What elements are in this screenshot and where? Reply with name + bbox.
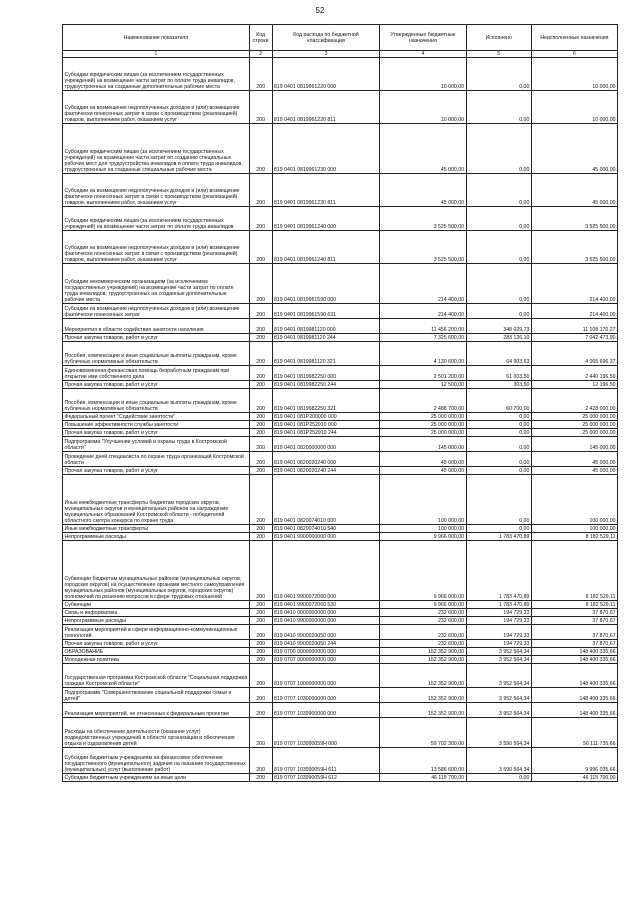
table-row [63,334,618,342]
row-executed: 3 952 564,34 [466,648,531,656]
row-kbk: 819 0707 103990059Н 612 [272,774,380,782]
row-code: 200 [249,429,272,437]
header-executed: Исполнено [466,25,531,51]
row-name: Субсидии на возмещение недополученных доходов и (или) возмещение фактически понесенных затрат в связи с производством (реализацией) товаров, выполнением работ, оказанием услуг [63,174,250,207]
row-executed: 0,00 [466,421,531,429]
row-executed: 194 729,33 [466,609,531,617]
table-row [63,467,618,475]
row-approved: 232 600,00 [380,617,466,625]
table-row [63,452,618,467]
row-code: 200 [249,601,272,609]
row-approved: 7 325 600,00 [380,334,466,342]
table-row [63,207,618,231]
row-executed: 0,00 [466,207,531,231]
row-code: 200 [249,58,272,91]
row-approved: 25 000 000,00 [380,429,466,437]
header-code: Код строки [249,25,272,51]
row-code: 200 [249,334,272,342]
row-executed: 1 783 470,89 [466,601,531,609]
table-row [63,413,618,421]
row-code: 200 [249,231,272,264]
row-code: 200 [249,304,272,319]
row-code: 200 [249,541,272,601]
row-code: 200 [249,648,272,656]
row-executed: 1 783 470,89 [466,541,531,601]
row-kbk: 819 0401 0819982250 321 [272,389,380,413]
column-number: 6 [531,51,617,58]
row-name: Субвенции [63,601,250,609]
row-code: 200 [249,656,272,664]
row-approved: 46 115 700,00 [380,774,466,782]
column-number-row [63,51,618,58]
table-row [63,640,618,648]
row-approved: 12 500,00 [380,381,466,389]
row-executed: 61 003,50 [466,366,531,381]
row-kbk: 819 0401 0819982250 244 [272,381,380,389]
table-row [63,381,618,389]
row-remaining: 2 440 196,50 [531,366,617,381]
row-name: Прочая закупка товаров, работ и услуг [63,334,250,342]
row-name: Прочая закупка товаров, работ и услуг [63,429,250,437]
row-remaining: 214 400,00 [531,264,617,304]
column-number: 3 [272,51,380,58]
row-name: Субсидии бюджетным учреждениям на финансовое обеспечение государственного (муниципального) задания на оказание государственных (муниципальных) услуг (выполнение работ) [63,748,250,774]
row-name: Субсидии на возмещение недополученных доходов и (или) возмещение фактически понесенных затрат в связи с производством (реализацией) товаров, выполнением работ, оказанием услуг [63,91,250,124]
row-name: Прочая закупка товаров, работ и услуг [63,467,250,475]
row-executed: 3 590 564,34 [466,718,531,748]
row-remaining: 45 000,00 [531,452,617,467]
row-code: 200 [249,703,272,718]
table-row [63,264,618,304]
row-approved: 10 000,00 [380,58,466,91]
column-number: 5 [466,51,531,58]
table-row [63,366,618,381]
row-approved: 10 000,00 [380,91,466,124]
row-name: Прочая закупка товаров, работ и услуг [63,640,250,648]
row-approved: 2 501 200,00 [380,366,466,381]
row-code: 200 [249,609,272,617]
row-remaining: 37 870,67 [531,625,617,640]
row-approved: 25 000 000,00 [380,421,466,429]
row-remaining: 56 111 735,66 [531,718,617,748]
header-name: Наименование показателя [63,25,250,51]
column-number: 2 [249,51,272,58]
row-kbk: 819 0401 0820000000 000 [272,437,380,452]
row-remaining: 4 065 696,37 [531,342,617,366]
row-approved: 152 352 900,00 [380,664,466,688]
row-kbk: 819 0401 9900000000 000 [272,533,380,541]
row-kbk: 819 0401 0819961590 631 [272,304,380,319]
row-executed: 0,00 [466,475,531,525]
row-name: Расходы на обеспечение деятельности (оказание услуг) подведомственных учреждений в области организации и обеспечения отдыха и оздоровления детей [63,718,250,748]
row-code: 200 [249,413,272,421]
table-row [63,533,618,541]
row-approved: 11 456 200,00 [380,319,466,334]
table-row [63,342,618,366]
row-approved: 3 525 500,00 [380,231,466,264]
row-executed: 60 700,00 [466,389,531,413]
row-executed: 0,00 [466,58,531,91]
row-approved: 59 702 300,00 [380,718,466,748]
row-remaining: 3 525 500,00 [531,231,617,264]
row-approved: 152 352 900,00 [380,656,466,664]
row-approved: 214 400,00 [380,304,466,319]
table-row [63,58,618,91]
row-name: Связь и информатика [63,609,250,617]
row-remaining: 148 400 335,66 [531,703,617,718]
table-row [63,718,618,748]
row-approved: 152 352 900,00 [380,703,466,718]
row-approved: 232 600,00 [380,625,466,640]
row-kbk: 819 0410 9900020050 244 [272,640,380,648]
row-executed: 303,50 [466,381,531,389]
row-code: 200 [249,124,272,174]
row-remaining: 37 870,67 [531,609,617,617]
row-executed: 3 952 564,34 [466,703,531,718]
row-remaining: 100 000,00 [531,525,617,533]
table-row [63,617,618,625]
table-row [63,748,618,774]
row-remaining: 8 182 529,11 [531,533,617,541]
row-remaining: 148 400 335,66 [531,656,617,664]
row-remaining: 25 000 000,00 [531,421,617,429]
row-name: Непрограммные расходы [63,533,250,541]
row-code: 200 [249,467,272,475]
row-remaining: 7 042 473,90 [531,334,617,342]
row-name: Субсидии некоммерческим организациям (за исключением государственных учреждений) на возмещение части затрат по оплате труда инвалидов, трудоустроенных на созданные дополнительные рабочие места [63,264,250,304]
row-approved: 214 400,00 [380,264,466,304]
row-kbk: 819 0707 1039900000 000 [272,703,380,718]
row-remaining: 37 870,67 [531,640,617,648]
table-body [63,58,618,782]
row-kbk: 819 0401 081P252910 244 [272,429,380,437]
row-kbk: 819 0401 0819961220 000 [272,58,380,91]
row-approved: 152 352 900,00 [380,648,466,656]
table-row [63,429,618,437]
row-kbk: 819 0401 0819981120 321 [272,342,380,366]
table-row [63,91,618,124]
page-number: 52 [315,6,325,15]
row-executed: 194 729,33 [466,640,531,648]
row-executed: 1 783 470,89 [466,533,531,541]
row-remaining: 148 400 335,66 [531,688,617,703]
row-executed: 0,00 [466,525,531,533]
row-code: 200 [249,207,272,231]
table-header-row [63,25,618,51]
row-remaining: 12 196,50 [531,381,617,389]
row-executed: 194 729,33 [466,617,531,625]
header-kbk: Код расхода по бюджетной классификации [272,25,380,51]
row-approved: 45 000,00 [380,124,466,174]
header-remaining: Неисполненные назначения [531,25,617,51]
row-code: 200 [249,748,272,774]
row-code: 200 [249,319,272,334]
row-executed: 64 903,63 [466,342,531,366]
row-name: Федеральный проект "Содействие занятости" [63,413,250,421]
row-name: Субсидии бюджетным учреждениям на иные цели [63,774,250,782]
row-code: 200 [249,625,272,640]
table-row [63,475,618,525]
row-name: Субсидии на возмещение недополученных доходов и (или) возмещение фактически понесенных затрат [63,304,250,319]
row-executed: 194 729,33 [466,625,531,640]
row-code: 200 [249,533,272,541]
row-kbk: 819 0401 9900072060 000 [272,541,380,601]
header-approved: Утвержденные бюджетные назначения [380,25,466,51]
row-approved: 145 000,00 [380,437,466,452]
row-approved: 13 586 600,00 [380,748,466,774]
row-approved: 2 488 700,00 [380,389,466,413]
row-approved: 100 000,00 [380,475,466,525]
row-executed: 0,00 [466,231,531,264]
row-executed: 0,00 [466,437,531,452]
row-approved: 100 000,00 [380,525,466,533]
row-executed: 0,00 [466,124,531,174]
row-code: 200 [249,366,272,381]
table-row [63,541,618,601]
row-code: 200 [249,437,272,452]
table-row [63,703,618,718]
row-name: Субсидии юридическим лицам (за исключением государственных учреждений) на возмещение части затрат по оплате труда инвалидов [63,207,250,231]
row-code: 200 [249,774,272,782]
row-code: 200 [249,264,272,304]
column-number: 4 [380,51,466,58]
row-code: 200 [249,91,272,124]
row-code: 200 [249,475,272,525]
row-approved: 232 600,00 [380,609,466,617]
table-row [63,664,618,688]
budget-execution-table [62,24,618,782]
row-kbk: 819 0401 9900072060 530 [272,601,380,609]
table-row [63,174,618,207]
row-approved: 45 000,00 [380,452,466,467]
row-kbk: 819 0401 0820074010 000 [272,475,380,525]
row-name: Государственная программа Костромской области "Социальная поддержка граждан Костромской области" [63,664,250,688]
row-code: 200 [249,421,272,429]
row-remaining: 25 000 000,00 [531,429,617,437]
row-executed: 0,00 [466,452,531,467]
row-code: 200 [249,617,272,625]
row-executed: 0,00 [466,91,531,124]
row-kbk: 819 0401 0819961240 000 [272,207,380,231]
row-name: Подпрограмма "Улучшение условий и охраны труда в Костромской области" [63,437,250,452]
row-remaining: 9 996 035,66 [531,748,617,774]
row-kbk: 819 0401 081P200000 000 [272,413,380,421]
row-kbk: 819 0410 0000000000 000 [272,609,380,617]
row-executed: 0,00 [466,264,531,304]
row-kbk: 819 0401 0820020240 000 [272,452,380,467]
row-remaining: 45 000,00 [531,174,617,207]
row-name: Субсидии юридическим лицам (за исключением государственных учреждений) на возмещение части затрат по созданию специальных рабочих мест для трудоустройства инвалидов и оплате труда инвалидов, трудоустроенных на созданные специальные рабочие места [63,124,250,174]
row-code: 200 [249,342,272,366]
table-row [63,656,618,664]
row-approved: 45 000,00 [380,174,466,207]
row-name: Единовременная финансовая помощь безработным гражданам при открытии ими собственного дела [63,366,250,381]
row-kbk: 819 0401 0819961240 811 [272,231,380,264]
row-approved: 9 966 000,00 [380,601,466,609]
row-kbk: 819 0410 9900020050 000 [272,625,380,640]
row-kbk: 819 0401 0819961220 811 [272,91,380,124]
row-name: Молодежная политика [63,656,250,664]
row-kbk: 819 0700 0000000000 000 [272,648,380,656]
row-approved: 3 525 500,00 [380,207,466,231]
row-kbk: 819 0401 0819982250 000 [272,366,380,381]
row-code: 200 [249,174,272,207]
row-kbk: 819 0401 0819981120 244 [272,334,380,342]
row-executed: 3 590 564,34 [466,748,531,774]
row-name: Мероприятия в области содействия занятости населения [63,319,250,334]
row-kbk: 819 0707 0000000000 000 [272,656,380,664]
row-kbk: 819 0401 0820074010 540 [272,525,380,533]
row-name: Непрограммные расходы [63,617,250,625]
table-row [63,525,618,533]
row-kbk: 819 0401 0820020240 244 [272,467,380,475]
row-remaining: 11 108 170,27 [531,319,617,334]
row-remaining: 46 115 700,00 [531,774,617,782]
row-executed: 348 029,73 [466,319,531,334]
row-approved: 45 000,00 [380,467,466,475]
row-approved: 232 600,00 [380,640,466,648]
row-kbk: 819 0401 0819981120 000 [272,319,380,334]
row-executed: 3 952 564,34 [466,664,531,688]
table-row [63,774,618,782]
row-remaining: 8 182 529,11 [531,601,617,609]
table-row [63,625,618,640]
row-executed: 3 952 564,34 [466,688,531,703]
row-kbk: 819 0401 0819961230 811 [272,174,380,207]
row-name: Подпрограмма "Совершенствование социальной поддержки семьи и детей" [63,688,250,703]
row-name: Реализация мероприятий в сфере информационно-коммуникационных технологий [63,625,250,640]
row-executed: 0,00 [466,429,531,437]
row-code: 200 [249,718,272,748]
row-code: 200 [249,688,272,703]
row-executed: 0,00 [466,304,531,319]
table-row [63,124,618,174]
row-remaining: 10 000,00 [531,91,617,124]
row-name: Иные межбюджетные трансферты бюджетам городских округов, муниципальных округов и муниципальных районов на награждение муниципальных образований Костромской области - победителей областного смотра конкурса по охране труда [63,475,250,525]
row-name: Субсидии юридическим лицам (за исключением государственных учреждений) на возмещение части затрат по оплате труда инвалидов, трудоустроенных на созданные дополнительные рабочие места [63,58,250,91]
column-number: 1 [63,51,250,58]
row-name: Иные межбюджетные трансферты [63,525,250,533]
row-name: Пособия, компенсации и иные социальные выплаты гражданам, кроме публичных нормативных обязательств [63,389,250,413]
row-remaining: 10 000,00 [531,58,617,91]
row-approved: 4 130 600,00 [380,342,466,366]
row-remaining: 37 870,67 [531,617,617,625]
row-remaining: 145 000,00 [531,437,617,452]
row-name: Прочая закупка товаров, работ и услуг [63,381,250,389]
row-remaining: 45 000,00 [531,124,617,174]
row-kbk: 819 0707 1000000000 000 [272,664,380,688]
table-row [63,648,618,656]
row-approved: 152 352 900,00 [380,688,466,703]
row-remaining: 3 525 500,00 [531,207,617,231]
row-name: Проведение дней специалиста по охране труда организаций Костромской области [63,452,250,467]
row-code: 200 [249,381,272,389]
row-remaining: 214 400,00 [531,304,617,319]
row-code: 200 [249,452,272,467]
row-remaining: 2 428 000,00 [531,389,617,413]
row-kbk: 819 0401 081P252910 000 [272,421,380,429]
row-remaining: 148 400 335,66 [531,664,617,688]
row-executed: 0,00 [466,174,531,207]
row-kbk: 819 0410 9900000000 000 [272,617,380,625]
row-kbk: 819 0401 0819961590 000 [272,264,380,304]
row-kbk: 819 0707 1030000000 000 [272,688,380,703]
row-approved: 9 966 000,00 [380,541,466,601]
table-row [63,609,618,617]
table-row [63,319,618,334]
table-row [63,437,618,452]
row-name: ОБРАЗОВАНИЕ [63,648,250,656]
row-executed: 0,00 [466,467,531,475]
row-approved: 9 966 000,00 [380,533,466,541]
row-executed: 0,00 [466,774,531,782]
row-remaining: 25 000 000,00 [531,413,617,421]
table-row [63,389,618,413]
row-remaining: 45 000,00 [531,467,617,475]
row-code: 200 [249,525,272,533]
row-executed: 3 952 564,34 [466,656,531,664]
row-name: Реализация мероприятий, не отнесенных к федеральным проектам [63,703,250,718]
row-kbk: 819 0707 103990059Н 000 [272,718,380,748]
row-name: Пособия, компенсации и иные социальные выплаты гражданам, кроме публичных нормативных обязательств [63,342,250,366]
row-name: Повышение эффективности службы занятости [63,421,250,429]
row-name: Субвенции бюджетам муниципальных районов (муниципальных округов, городских округов) на осуществление органами местного самоуправления муниципальных районов (муниципальных округов, городских округов) полномочий по решению вопросов в сфере трудовых отношений [63,541,250,601]
row-executed: 0,00 [466,413,531,421]
table-row [63,601,618,609]
row-code: 200 [249,664,272,688]
row-name: Субсидии на возмещение недополученных доходов и (или) возмещение фактически понесенных затрат в связи с производством (реализацией) товаров, выполнением работ, оказанием услуг [63,231,250,264]
row-kbk: 819 0401 0819961230 000 [272,124,380,174]
row-approved: 25 000 000,00 [380,413,466,421]
row-code: 200 [249,389,272,413]
row-code: 200 [249,640,272,648]
row-remaining: 148 400 335,66 [531,648,617,656]
row-executed: 283 126,10 [466,334,531,342]
table-row [63,421,618,429]
row-remaining: 100 000,00 [531,475,617,525]
row-remaining: 8 182 529,11 [531,541,617,601]
table-row [63,688,618,703]
table-row [63,304,618,319]
row-kbk: 819 0707 103990059Н 611 [272,748,380,774]
table-row [63,231,618,264]
